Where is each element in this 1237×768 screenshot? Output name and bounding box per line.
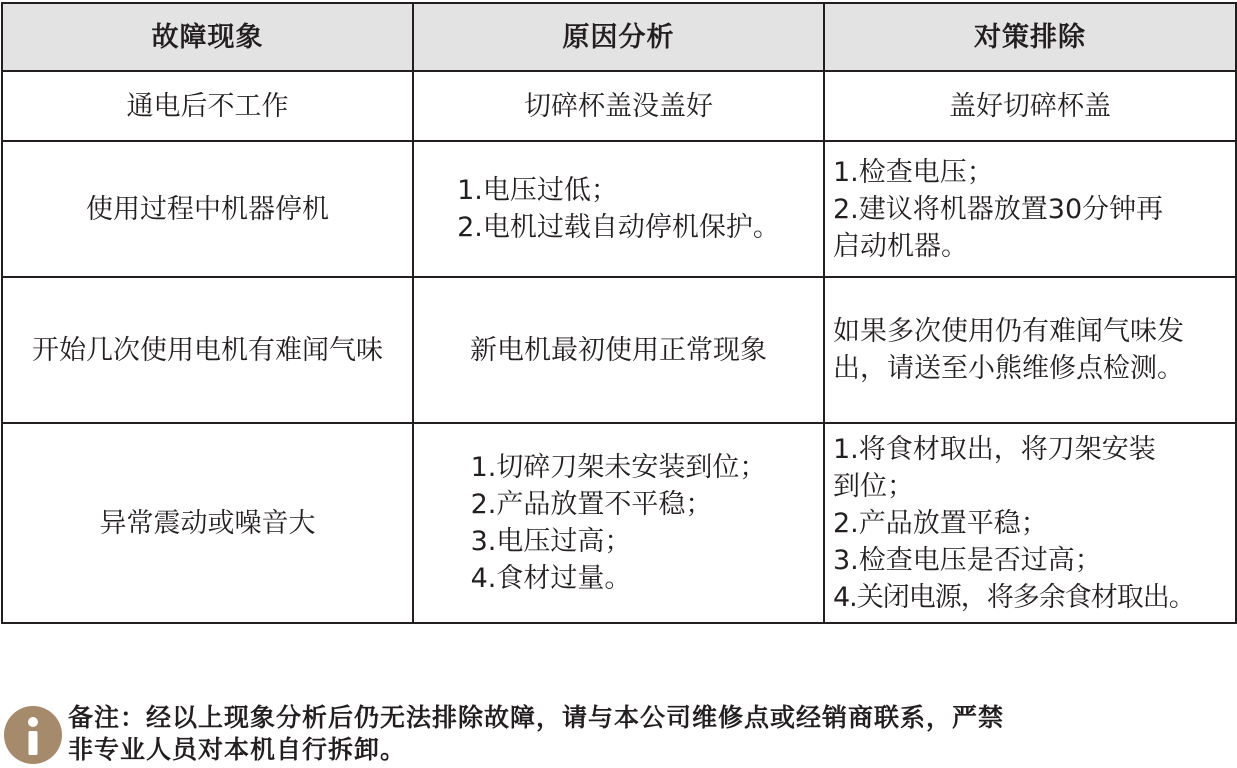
solution-line: 1.检查电压； [833, 156, 994, 188]
cause-cell [413, 277, 824, 423]
solution-line: 4.关闭电源，将多余食材取出。 [833, 581, 1195, 613]
cause-line: 1.切碎刀架未安装到位； [470, 452, 767, 483]
note-line: 非专业人员对本机自行拆卸。 [68, 735, 407, 764]
symptom-cell: 异常震动或噪音大 [2, 423, 413, 623]
cause-cell [413, 141, 824, 277]
solution-cell [824, 141, 1236, 277]
solution-line: 如果多次使用仍有难闻气味发 [833, 316, 1184, 347]
solution-line: 盖好切碎杯盖 [949, 90, 1111, 122]
cause-line: 2.产品放置不平稳； [470, 489, 713, 520]
cause-line: 新电机最初使用正常现象 [470, 334, 767, 366]
cause-line: 3.电压过高； [470, 526, 632, 557]
table-row [2, 277, 1236, 423]
note-section [4, 700, 1234, 766]
note-line: 备注：经以上现象分析后仍无法排除故障，请与本公司维修点或经销商联系，严禁 [68, 703, 1005, 732]
cause-cell [413, 423, 824, 623]
cause-line: 2.电机过载自动停机保护。 [457, 212, 780, 243]
header-symptom: 故障现象 [2, 3, 413, 71]
table-row [2, 71, 1236, 141]
solution-line: 2.产品放置平稳； [833, 507, 1048, 539]
solution-cell [824, 277, 1236, 423]
table-header-row [2, 3, 1236, 71]
table-row [2, 141, 1236, 277]
note-text [68, 702, 1208, 766]
cause-cell [413, 71, 824, 141]
solution-cell [824, 71, 1236, 141]
symptom-cell: 通电后不工作 [2, 71, 413, 141]
cause-line: 1.电压过低； [457, 175, 618, 206]
table-row [2, 423, 1236, 623]
info-icon [4, 706, 62, 764]
solution-line: 出，请送至小熊维修点检测。 [833, 353, 1184, 384]
cause-line: 4.食材过量。 [470, 563, 632, 594]
solution-cell [824, 423, 1236, 623]
solution-line: 2.建议将机器放置30分钟再 [833, 193, 1164, 225]
solution-line: 3.检查电压是否过高； [833, 544, 1102, 576]
solution-line: 1.将食材取出，将刀架安装 [833, 433, 1156, 465]
solution-line: 到位； [833, 470, 914, 502]
solution-line: 启动机器。 [833, 230, 968, 262]
troubleshooting-table [1, 2, 1237, 624]
header-solution: 对策排除 [824, 3, 1236, 71]
header-cause: 原因分析 [413, 3, 824, 71]
cause-line: 切碎杯盖没盖好 [524, 90, 713, 122]
symptom-cell: 使用过程中机器停机 [2, 141, 413, 277]
symptom-cell: 开始几次使用电机有难闻气味 [2, 277, 413, 423]
